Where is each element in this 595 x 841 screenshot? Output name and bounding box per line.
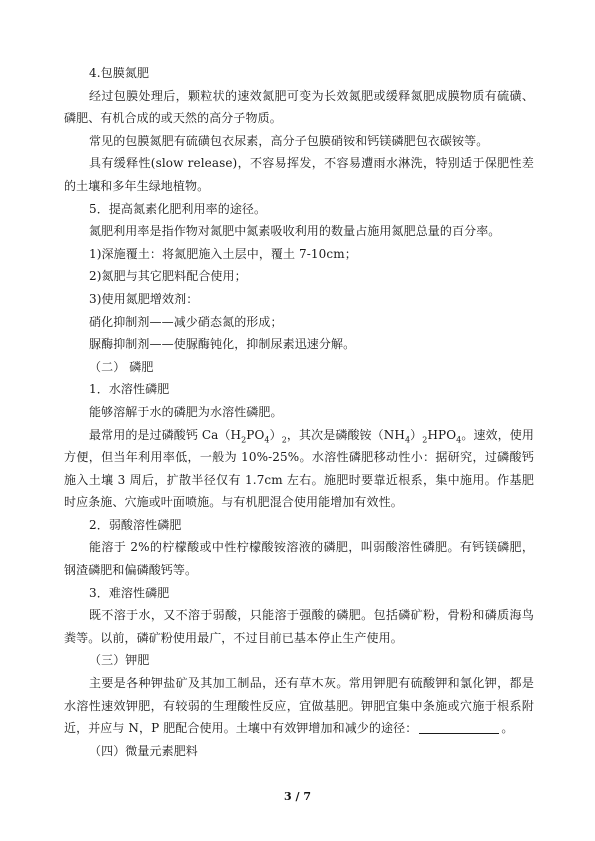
subsection-heading: 2．弱酸溶性磷肥 [89,517,182,532]
text-run: PO [246,427,265,442]
list-item: 2)氮肥与其它肥料配合使用； [89,269,247,284]
subscript: 4 [264,434,270,444]
list-item: 3)使用氮肥增效剂： [89,291,199,306]
list-item: 1)深施覆土：将氮肥施入土层中，覆土 7-10cm； [89,246,357,261]
subscript: 4 [456,434,462,444]
subsection-heading: 1．水溶性磷肥 [89,382,170,397]
paragraph: 硝化抑制剂——减少硝态氮的形成； [89,314,283,329]
text-run: ） [410,427,423,442]
text-run: 最常用的是过磷酸钙 Ca（H [89,427,242,442]
subscript: 2 [241,434,247,444]
subscript: 4 [404,434,411,444]
section-heading: （三）钾肥 [89,653,150,668]
text-run: HPO [427,427,457,442]
paragraph: 能够溶解于水的磷肥为水溶性磷肥。 [89,404,283,419]
subsection-heading: 3．难溶性磷肥 [89,585,170,600]
subscript: 2 [422,434,428,444]
text-run: ） [269,427,282,442]
section-heading: （四）微量元素肥料 [89,743,198,758]
paragraph: 氮肥利用率是指作物对氮肥中氮素吸收利用的数量占施用氮肥总量的百分率。 [89,224,501,239]
text-run: 。速效，使用方便，但当年利用率低，一般为 10%-25%。水溶性磷肥移动性小：据研究，过磷酸钙施入土壤 3 周后，扩散半径仅有 1.7cm 左右。施肥时要靠近根系，集中施用。作基肥时应条施、穴施或叶面喷施。与有机肥混合使用能增加有效性。 [64,427,534,510]
paragraph: 常见的包膜氮肥有硫磺包衣尿素，高分子包膜硝铵和钙镁磷肥包衣碳铵等。 [89,133,489,148]
text-run: 主要是各种钾盐矿及其加工制品，还有草木灰。常用钾肥有硫酸钾和氯化钾，都是水溶性速效钾肥，有较弱的生理酸性反应，宜做基肥。钾肥宜集中条施或穴施于根系附近，并应与 N，P 肥配合使用。土壤中有效钾增加和减少的途径： [64,676,534,736]
paragraph [64,672,534,740]
paragraph: 脲酶抑制剂——使脲酶钝化，抑制尿素迅速分解。 [89,337,356,352]
text-run: 。 [501,721,514,736]
section-heading: （二） 磷肥 [89,359,154,374]
paragraph: 具有缓释性(slow release)，不容易挥发，不容易遭雨水淋洗，特别适于保肥性差的土壤和多年生绿地植物。 [64,156,534,193]
text-run: ，其次是磷酸铵（NH [286,427,405,442]
document-body [64,62,534,762]
section-heading: 5．提高氮素化肥利用率的途径。 [89,201,267,216]
page-number: 3 / 7 [284,790,311,803]
fill-in-blank[interactable] [419,719,499,734]
subscript: 2 [281,434,287,444]
paragraph: 经过包膜处理后，颗粒状的速效氮肥可变为长效氮肥或缓释氮肥成膜物质有硫磺、磷肥、有机合成的或天然的高分子物质。 [64,88,534,126]
paragraph: 既不溶于水，又不溶于弱酸，只能溶于强酸的磷肥。包括磷矿粉，骨粉和磷质海鸟粪等。以前，磷矿粉使用最广，不过目前已基本停止生产使用。 [64,608,534,645]
paragraph: 能溶于 2%的柠檬酸或中性柠檬酸铵溶液的磷肥，叫弱酸溶性磷肥。有钙镁磷肥，钢渣磷肥和偏磷酸钙等。 [64,540,534,578]
section-heading: 4.包膜氮肥 [89,66,150,80]
paragraph [64,424,534,514]
